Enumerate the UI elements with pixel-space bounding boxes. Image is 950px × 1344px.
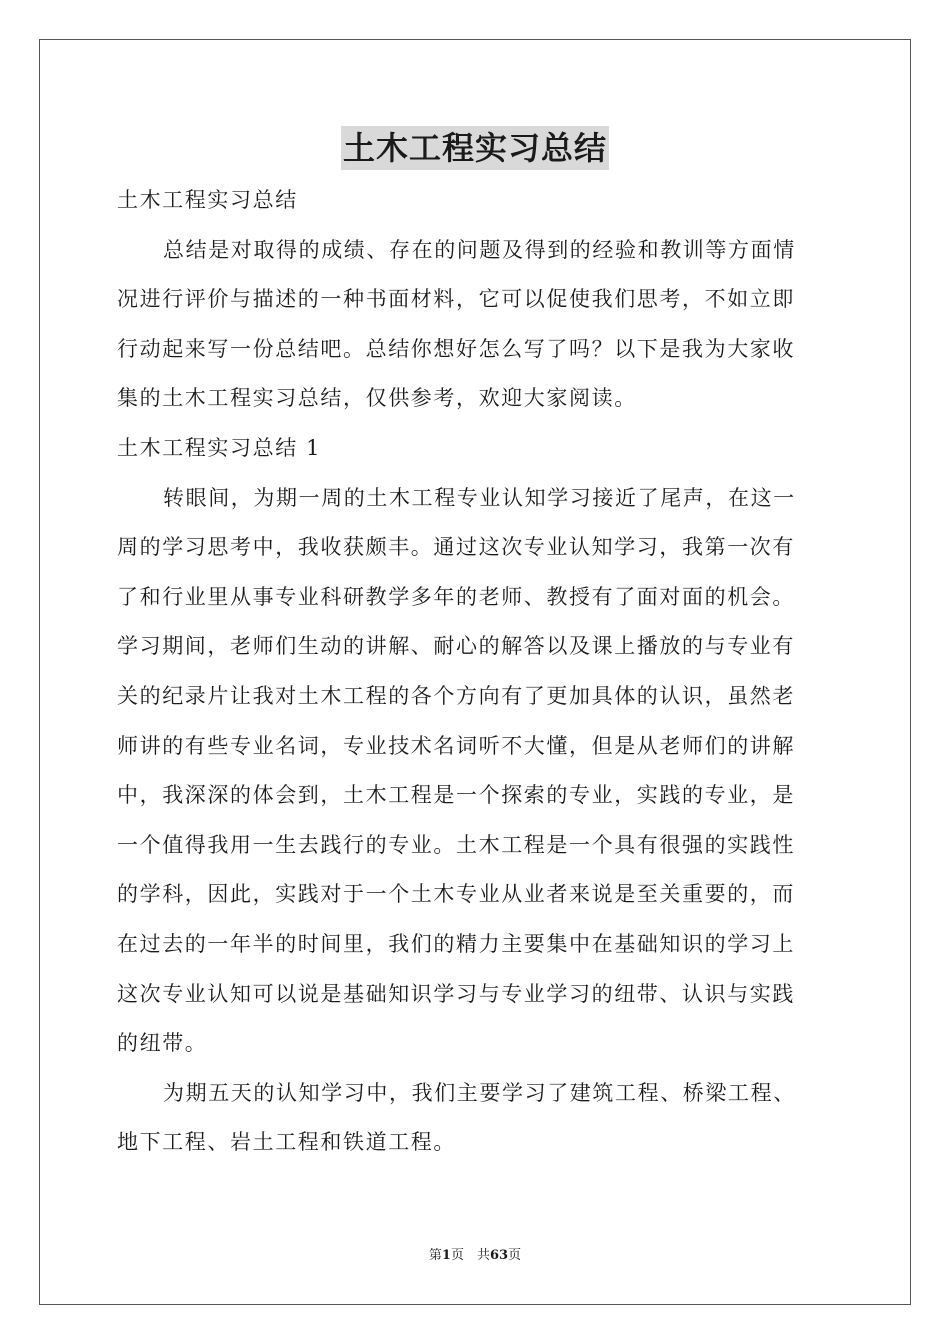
body-line: 中，我深深的体会到，土木工程是一个探索的专业，实践的专业，是 (117, 783, 795, 808)
body-line: 的学科，因此，实践对于一个土木专业从业者来说是至关重要的，而 (117, 882, 795, 907)
body-line: 况进行评价与描述的一种书面材料，它可以促使我们思考，不如立即 (117, 287, 795, 312)
body-line: 这次专业认知可以说是基础知识学习与专业学习的纽带、认识与实践 (117, 981, 795, 1006)
body-line: 地下工程、岩土工程和铁道工程。 (117, 1130, 456, 1155)
body-line: 周的学习思考中，我收获颇丰。通过这次专业认知学习，我第一次有 (117, 535, 795, 560)
document-body (117, 176, 833, 1168)
footer-total-pages: 63 (489, 1248, 509, 1263)
footer-current-page: 1 (441, 1248, 451, 1263)
section-heading: 土木工程实习总结 1 (117, 435, 322, 460)
title-container (0, 126, 950, 170)
body-line: 总结是对取得的成绩、存在的问题及得到的经验和教训等方面情 (163, 237, 796, 262)
body-line: 土木工程实习总结 (117, 188, 298, 212)
footer-prefix: 第 (428, 1248, 442, 1263)
body-line: 为期五天的认知学习中，我们主要学习了建筑工程、桥梁工程、 (163, 1080, 796, 1105)
body-line: 在过去的一年半的时间里，我们的精力主要集中在基础知识的学习上 (117, 931, 795, 956)
body-line: 的纽带。 (117, 1031, 208, 1056)
body-line: 行动起来写一份总结吧。总结你想好怎么写了吗？以下是我为大家收 (117, 336, 795, 361)
body-line: 转眼间，为期一周的土木工程专业认知学习接近了尾声，在这一 (163, 485, 796, 510)
body-line: 关的纪录片让我对土木工程的各个方向有了更加具体的认识，虽然老 (117, 683, 795, 708)
footer-middle: 页 共 (450, 1248, 490, 1263)
document-title: 土木工程实习总结 (341, 126, 609, 170)
footer-suffix: 页 (508, 1248, 522, 1263)
body-line: 师讲的有些专业名词，专业技术名词听不大懂，但是从老师们的讲解 (117, 733, 795, 758)
body-line: 了和行业里从事专业科研教学多年的老师、教授有了面对面的机会。 (117, 584, 795, 609)
body-line: 学习期间，老师们生动的讲解、耐心的解答以及课上播放的与专业有 (117, 634, 795, 659)
body-line: 一个值得我用一生去践行的专业。土木工程是一个具有很强的实践性 (117, 832, 795, 857)
page-footer (0, 1247, 950, 1265)
body-line: 集的土木工程实习总结，仅供参考，欢迎大家阅读。 (117, 386, 637, 411)
